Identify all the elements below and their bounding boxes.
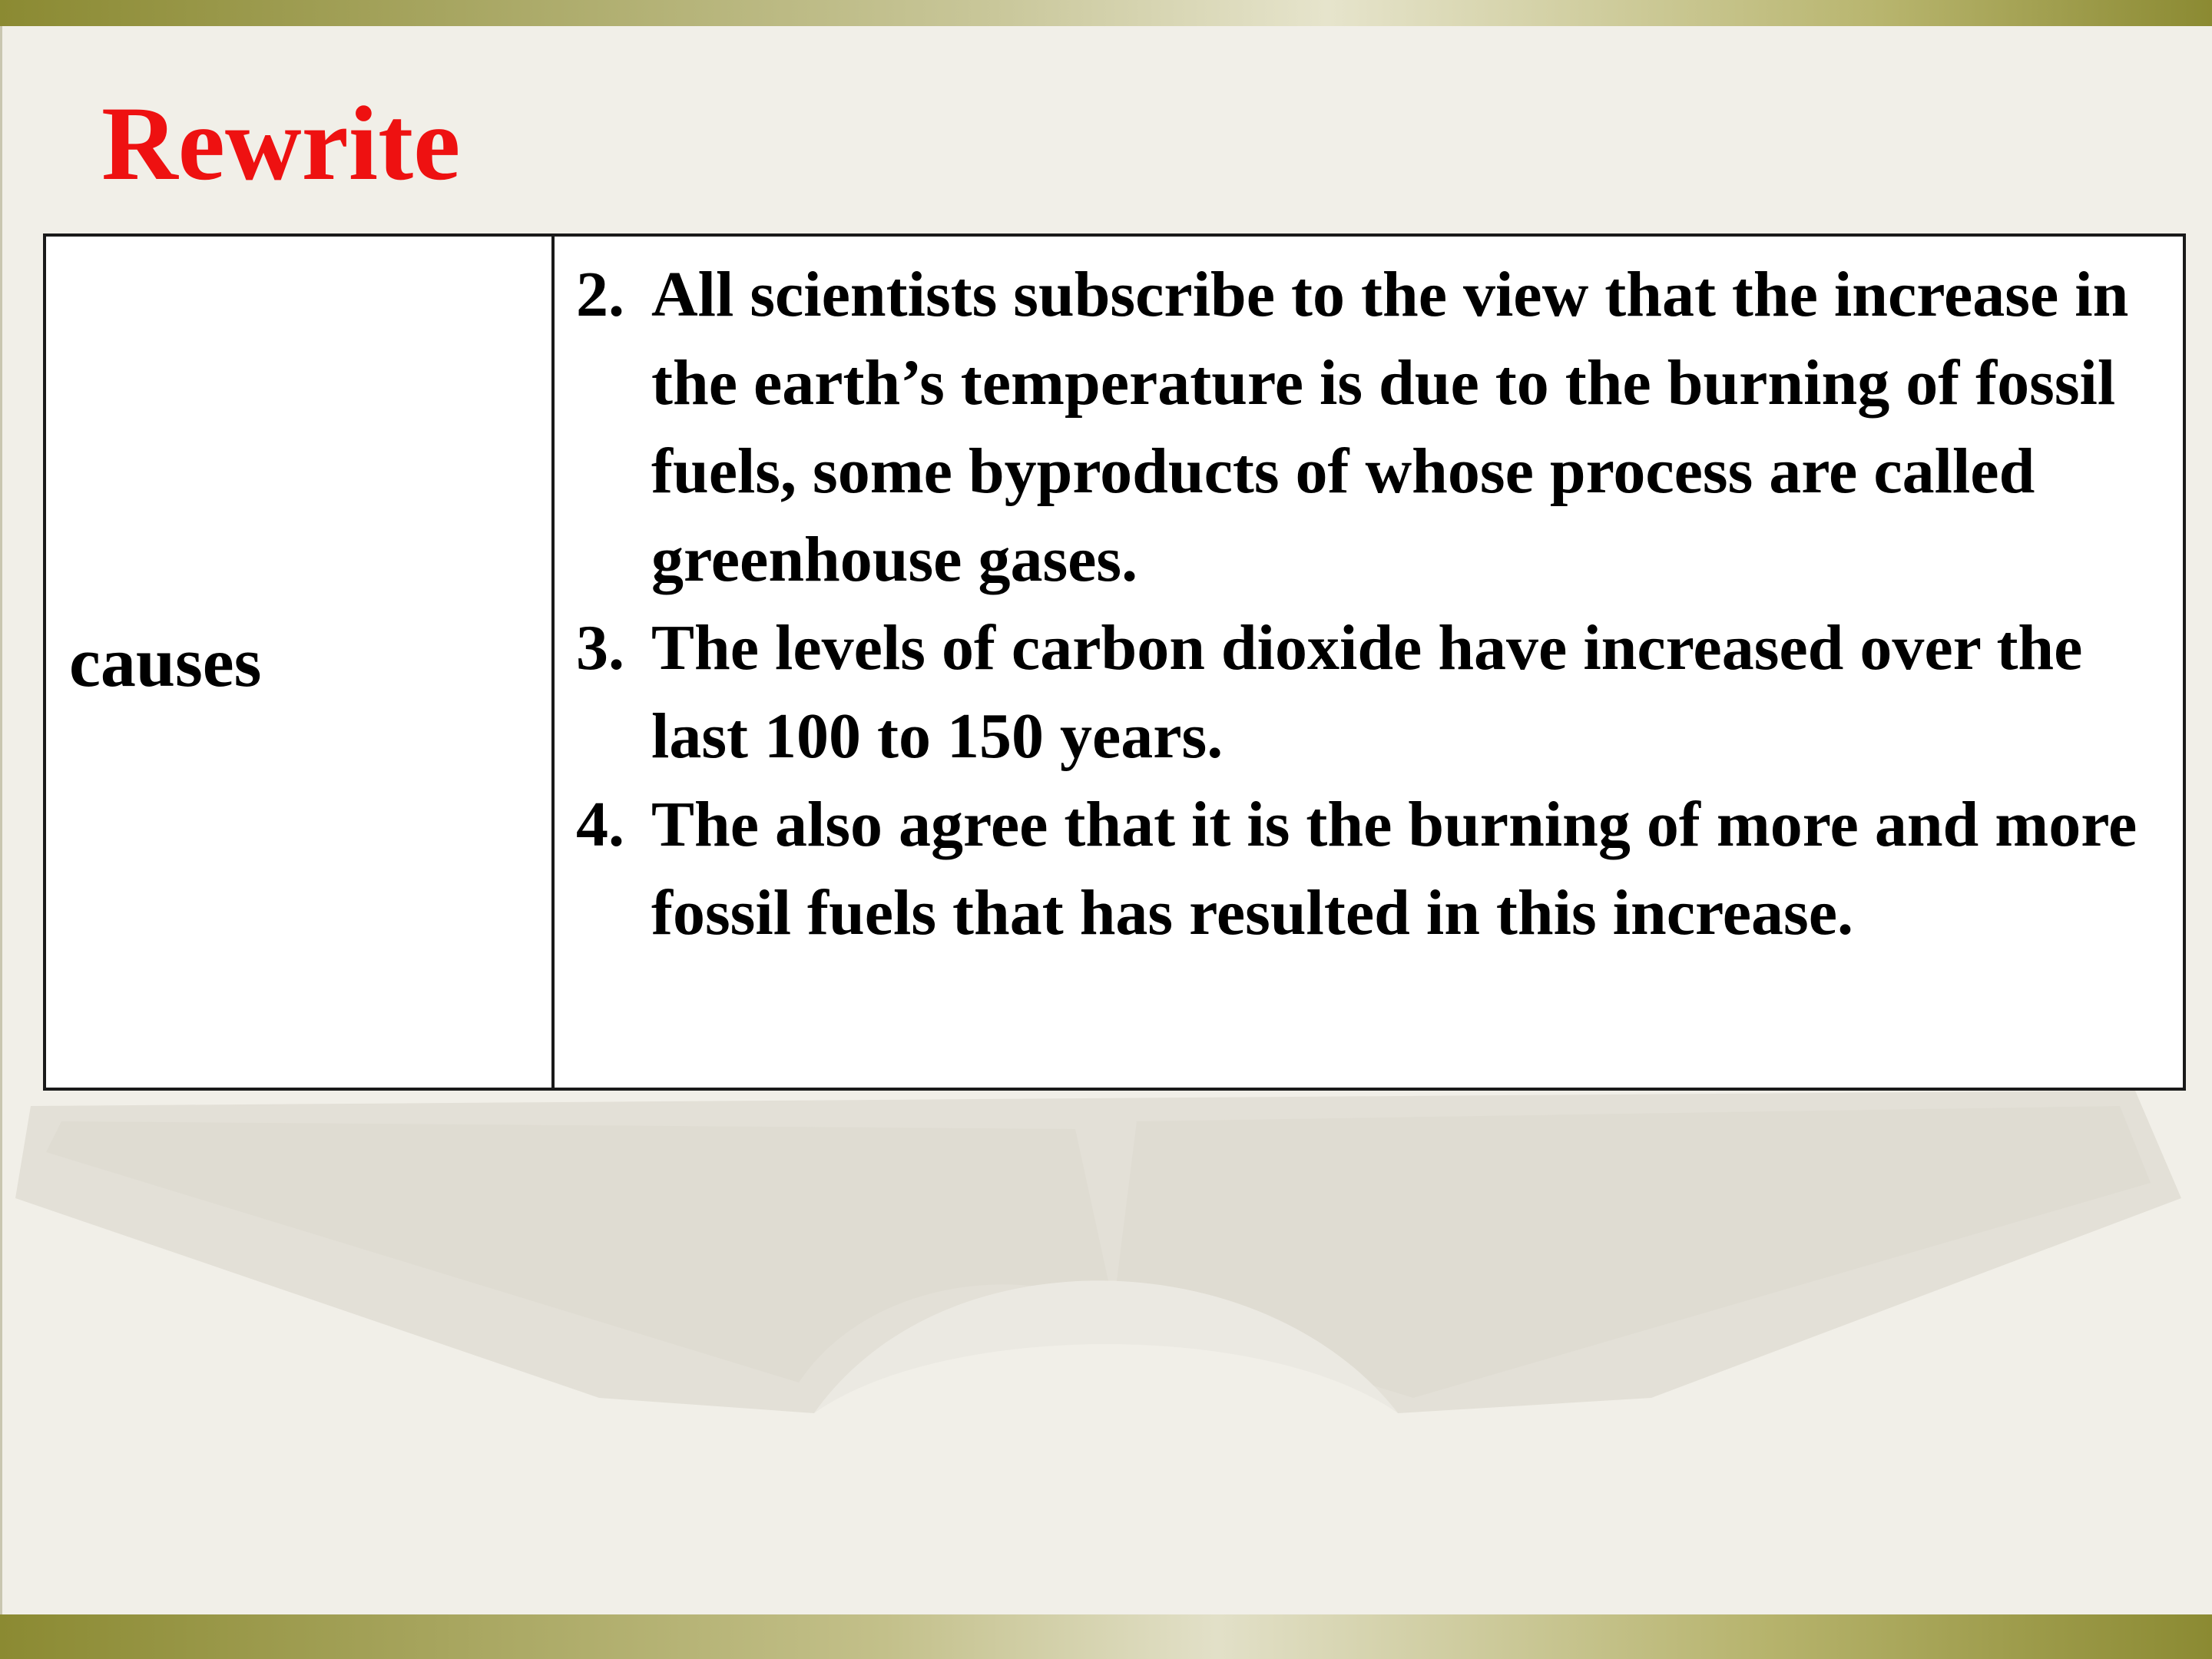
item-text: All scientists subscribe to the view that the increase in the earth’s temperature is due to the burning of fossil fuels, some byproducts of whose process are called greenhouse gases.: [651, 259, 2129, 595]
items-cell: [553, 235, 2184, 1089]
item-text: The also agree that it is the burning of more and more fossil fuels that has resulted in this increase.: [651, 789, 2137, 949]
numbered-list: [555, 237, 2183, 957]
label-cell: [45, 235, 553, 1089]
item-number: 3.: [576, 612, 624, 684]
list-item: [576, 250, 2183, 604]
item-text: The levels of carbon dioxide have increased over the last 100 to 150 years.: [651, 612, 2083, 772]
list-item: [576, 604, 2183, 780]
slide-title: Rewrite: [101, 84, 461, 202]
list-item: [576, 780, 2183, 957]
table-row: [45, 235, 2184, 1089]
bottom-accent-bar: [0, 1614, 2212, 1659]
content-table: [43, 233, 2186, 1091]
item-number: 2.: [576, 259, 624, 330]
item-number: 4.: [576, 789, 624, 860]
label-causes: causes: [69, 623, 262, 701]
